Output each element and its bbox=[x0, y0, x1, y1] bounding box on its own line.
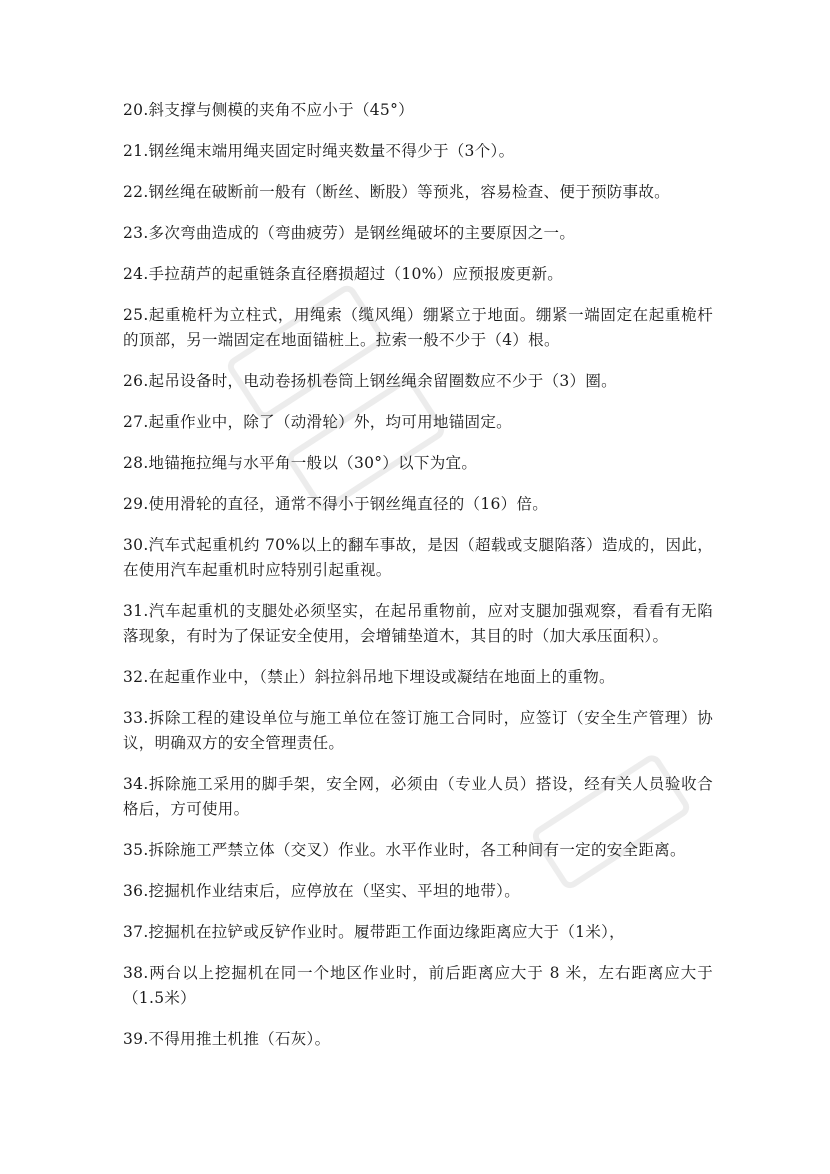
list-item: 20.斜支撑与侧模的夹角不应小于（45°） bbox=[123, 101, 414, 119]
list-item: 36.挖掘机作业结束后，应停放在（坚实、平坦的地带）。 bbox=[123, 882, 521, 900]
list-item: 31.汽车起重机的支腿处必须坚实，在起吊重物前，应对支腿加强观察，看看有无陷落现象，有时为了保证安全使用，会增铺垫道木，其目的时（加大承压面积）。 bbox=[123, 602, 713, 645]
list-item: 22.钢丝绳在破断前一般有（断丝、断股）等预兆，容易检查、便于预防事故。 bbox=[123, 183, 670, 201]
list-item: 21.钢丝绳末端用绳夹固定时绳夹数量不得少于（3个）。 bbox=[123, 142, 515, 160]
list-item: 27.起重作业中，除了（动滑轮）外，均可用地锚固定。 bbox=[123, 413, 512, 431]
list-item: 39.不得用推土机推（石灰）。 bbox=[123, 1030, 331, 1048]
list-item: 29.使用滑轮的直径，通常不得小于钢丝绳直径的（16）倍。 bbox=[123, 495, 549, 513]
list-item: 35.拆除施工严禁立体（交叉）作业。水平作业时，各工种间有一定的安全距离。 bbox=[123, 841, 686, 859]
list-item: 33.拆除工程的建设单位与施工单位在签订施工合同时，应签订（安全生产管理）协议，明确双方的安全管理责任。 bbox=[123, 709, 713, 752]
list-item: 30.汽车式起重机约 70%以上的翻车事故，是因（超载或支腿陷落）造成的，因此，在使用汽车起重机时应特别引起重视。 bbox=[123, 536, 713, 579]
list-item: 38.两台以上挖掘机在同一个地区作业时，前后距离应大于 8 米，左右距离应大于（1.5米） bbox=[123, 964, 713, 1007]
list-item: 28.地锚拖拉绳与水平角一般以（30°）以下为宜。 bbox=[123, 454, 478, 472]
list-item: 26.起吊设备时，电动卷扬机卷筒上钢丝绳余留圈数应不少于（3）圈。 bbox=[123, 372, 617, 390]
list-item: 32.在起重作业中，（禁止）斜拉斜吊地下埋设或凝结在地面上的重物。 bbox=[123, 668, 615, 686]
list-item: 37.挖掘机在拉铲或反铲作业时。履带距工作面边缘距离应大于（1米）， bbox=[123, 923, 625, 941]
list-item: 34.拆除施工采用的脚手架，安全网，必须由（专业人员）搭设，经有关人员验收合格后，方可使用。 bbox=[123, 775, 713, 818]
question-list bbox=[123, 98, 713, 1068]
list-item: 23.多次弯曲造成的（弯曲疲劳）是钢丝绳破坏的主要原因之一。 bbox=[123, 224, 576, 242]
list-item: 25.起重桅杆为立柱式，用绳索（缆风绳）绷紧立于地面。绷紧一端固定在起重桅杆的顶部，另一端固定在地面锚桩上。拉索一般不少于（4）根。 bbox=[123, 306, 713, 349]
list-item: 24.手拉葫芦的起重链条直径磨损超过（10%）应预报废更新。 bbox=[123, 265, 564, 283]
